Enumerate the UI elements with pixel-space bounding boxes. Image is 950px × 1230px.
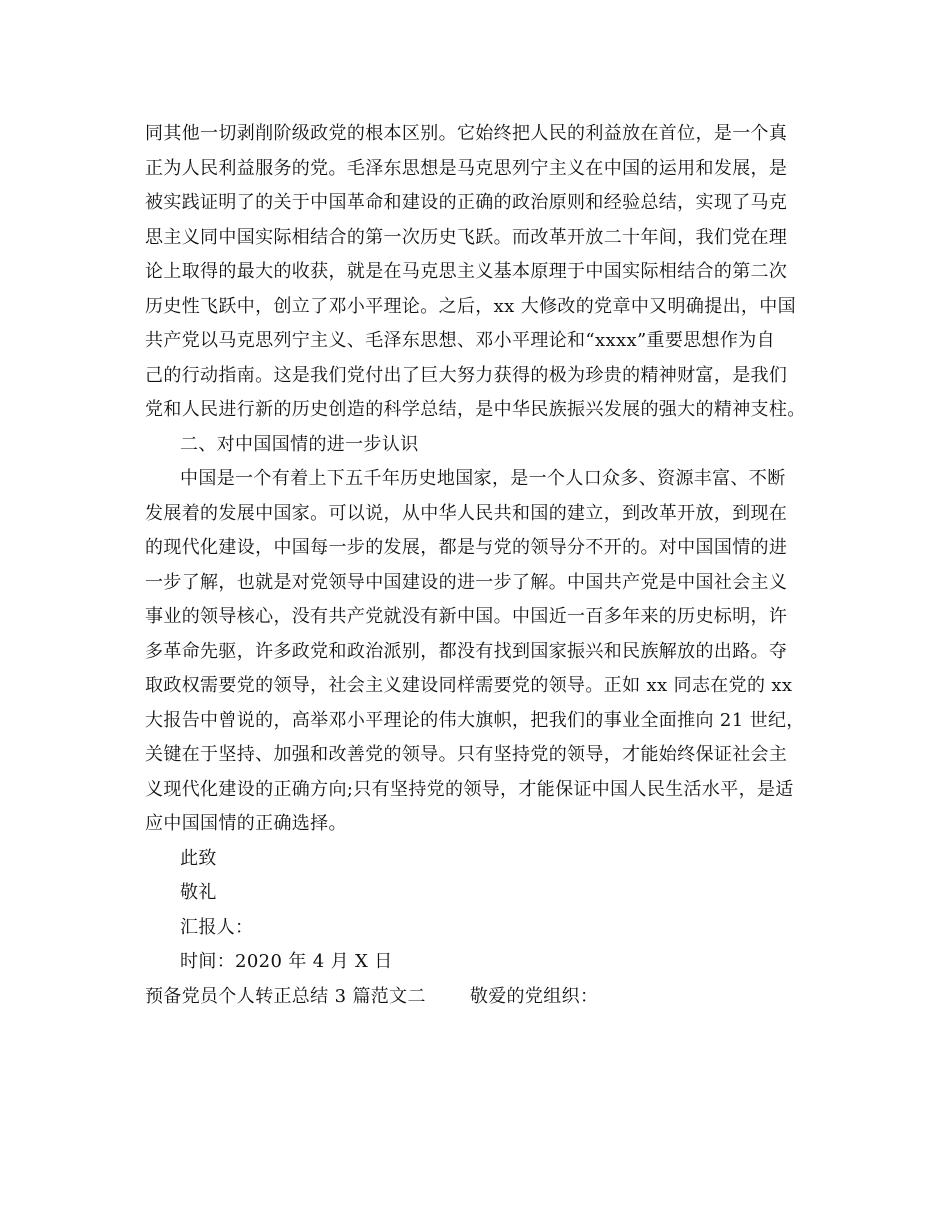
- body-line: 党和人民进行新的历史创造的科学总结，是中华民族振兴发展的强大的精神支柱。: [145, 399, 806, 420]
- body-line: 的现代化建设，中国每一步的发展，都是与党的领导分不开的。对中国国情的进: [145, 537, 788, 558]
- body-line: 事业的领导核心，没有共产党就没有新中国。中国近一百多年来的历史标明，许: [145, 606, 788, 627]
- salutation-line: 此致: [180, 847, 217, 869]
- body-line: 应中国国情的正确选择。: [145, 813, 347, 834]
- body-line: 义现代化建设的正确方向;只有坚持党的领导，才能保证中国人民生活水平，是适: [145, 778, 794, 800]
- body-line: 多革命先驱，许多政党和政治派别，都没有找到国家振兴和民族解放的出路。夺: [145, 640, 788, 662]
- body-line: 论上取得的最大的收获，就是在马克思主义基本原理于中国实际相结合的第二次: [145, 261, 788, 282]
- body-line: 历史性飞跃中，创立了邓小平理论。之后，xx 大修改的党章中又明确提出，中国: [145, 295, 796, 317]
- body-line: 同其他一切剥削阶级政党的根本区别。它始终把人民的利益放在首位，是一个真: [145, 123, 788, 144]
- body-line: 大报告中曾说的，高举邓小平理论的伟大旗帜，把我们的事业全面推向 21 世纪，: [145, 709, 805, 731]
- greeting-text: 敬爱的党组织：: [469, 985, 599, 1007]
- next-article-title: 预备党员个人转正总结 3 篇范文二: [145, 985, 426, 1007]
- body-line: 共产党以马克思列宁主义、毛泽东思想、邓小平理论和“xxxx”重要思想作为自: [145, 330, 775, 351]
- body-line: 取政权需要党的领导，社会主义建设同样需要党的领导。正如 xx 同志在党的 xx: [145, 675, 793, 696]
- body-line: 关键在于坚持、加强和改善党的领导。只有坚持党的领导，才能始终保证社会主: [145, 744, 788, 765]
- section-heading: 二、对中国国情的进一步认识: [180, 433, 419, 455]
- body-line: 中国是一个有着上下五千年历史地国家，是一个人口众多、资源丰富、不断: [180, 468, 786, 489]
- body-line: 正为人民利益服务的党。毛泽东思想是马克思列宁主义在中国的运用和发展，是: [145, 157, 788, 179]
- reporter-line: 汇报人：: [180, 916, 254, 938]
- body-line: 思主义同中国实际相结合的第一次历史飞跃。而改革开放二十年间，我们党在理: [145, 226, 788, 248]
- body-line: 一步了解，也就是对党领导中国建设的进一步了解。中国共产党是中国社会主义: [145, 571, 788, 593]
- footer-line: [145, 980, 815, 1015]
- document-body: [145, 117, 815, 1014]
- body-line: 发展着的发展中国家。可以说，从中华人民共和国的建立，到改革开放，到现在: [145, 502, 788, 524]
- date-line: 时间：2020 年 4 月 X 日: [180, 951, 393, 972]
- body-line: 被实践证明了的关于中国革命和建设的正确的政治原则和经验总结，实现了马克: [145, 192, 788, 213]
- body-line: 己的行动指南。这是我们党付出了巨大努力获得的极为珍贵的精神财富，是我们: [145, 364, 788, 386]
- salutation-line: 敬礼: [180, 882, 217, 903]
